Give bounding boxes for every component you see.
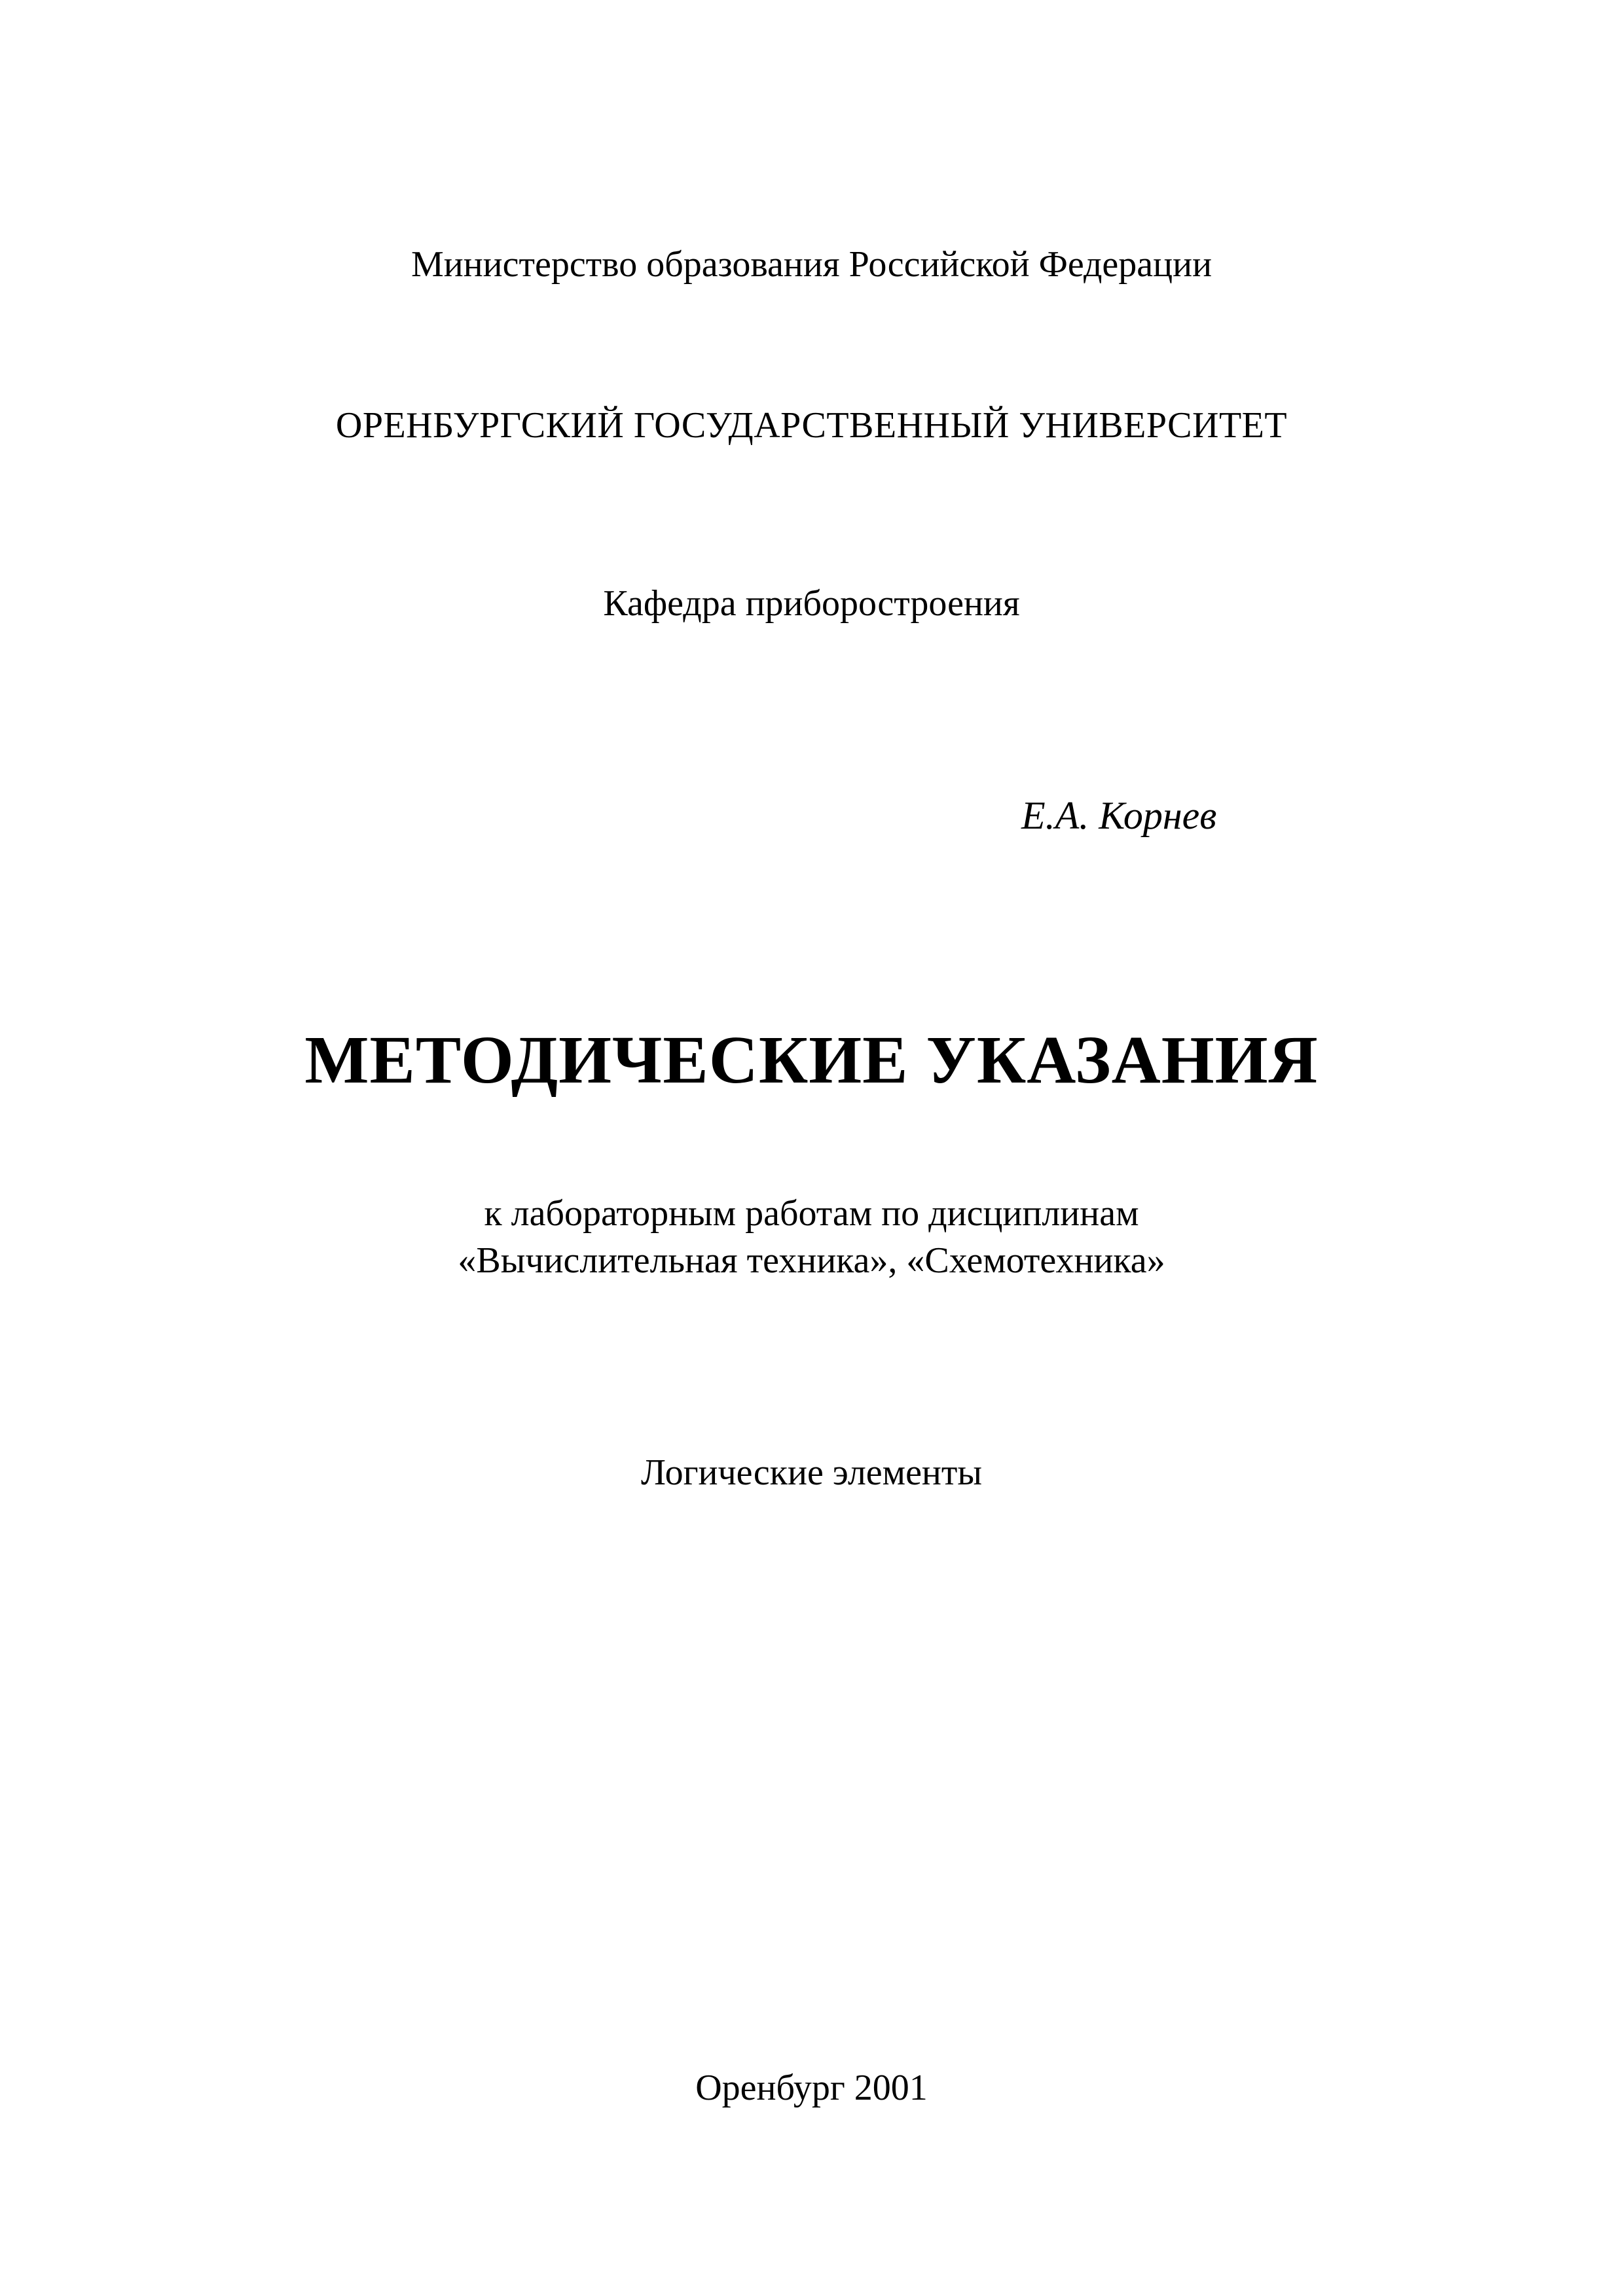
- author-name: Е.А. Корнев: [1021, 794, 1217, 837]
- place-year: Оренбург 2001: [695, 2068, 928, 2108]
- university-name: ОРЕНБУРГСКИЙ ГОСУДАРСТВЕННЫЙ УНИВЕРСИТЕТ: [335, 405, 1288, 446]
- subtitle-line-2: «Вычислительная техника», «Схемотехника»: [458, 1240, 1165, 1281]
- document-title: МЕТОДИЧЕСКИЕ УКАЗАНИЯ: [304, 1022, 1319, 1098]
- subtitle-line-1: к лабораторным работам по дисциплинам: [484, 1193, 1139, 1234]
- topic-name: Логические элементы: [640, 1452, 982, 1493]
- ministry-name: Министерство образования Российской Федерации: [410, 244, 1213, 285]
- department-name: Кафедра приборостроения: [603, 583, 1020, 624]
